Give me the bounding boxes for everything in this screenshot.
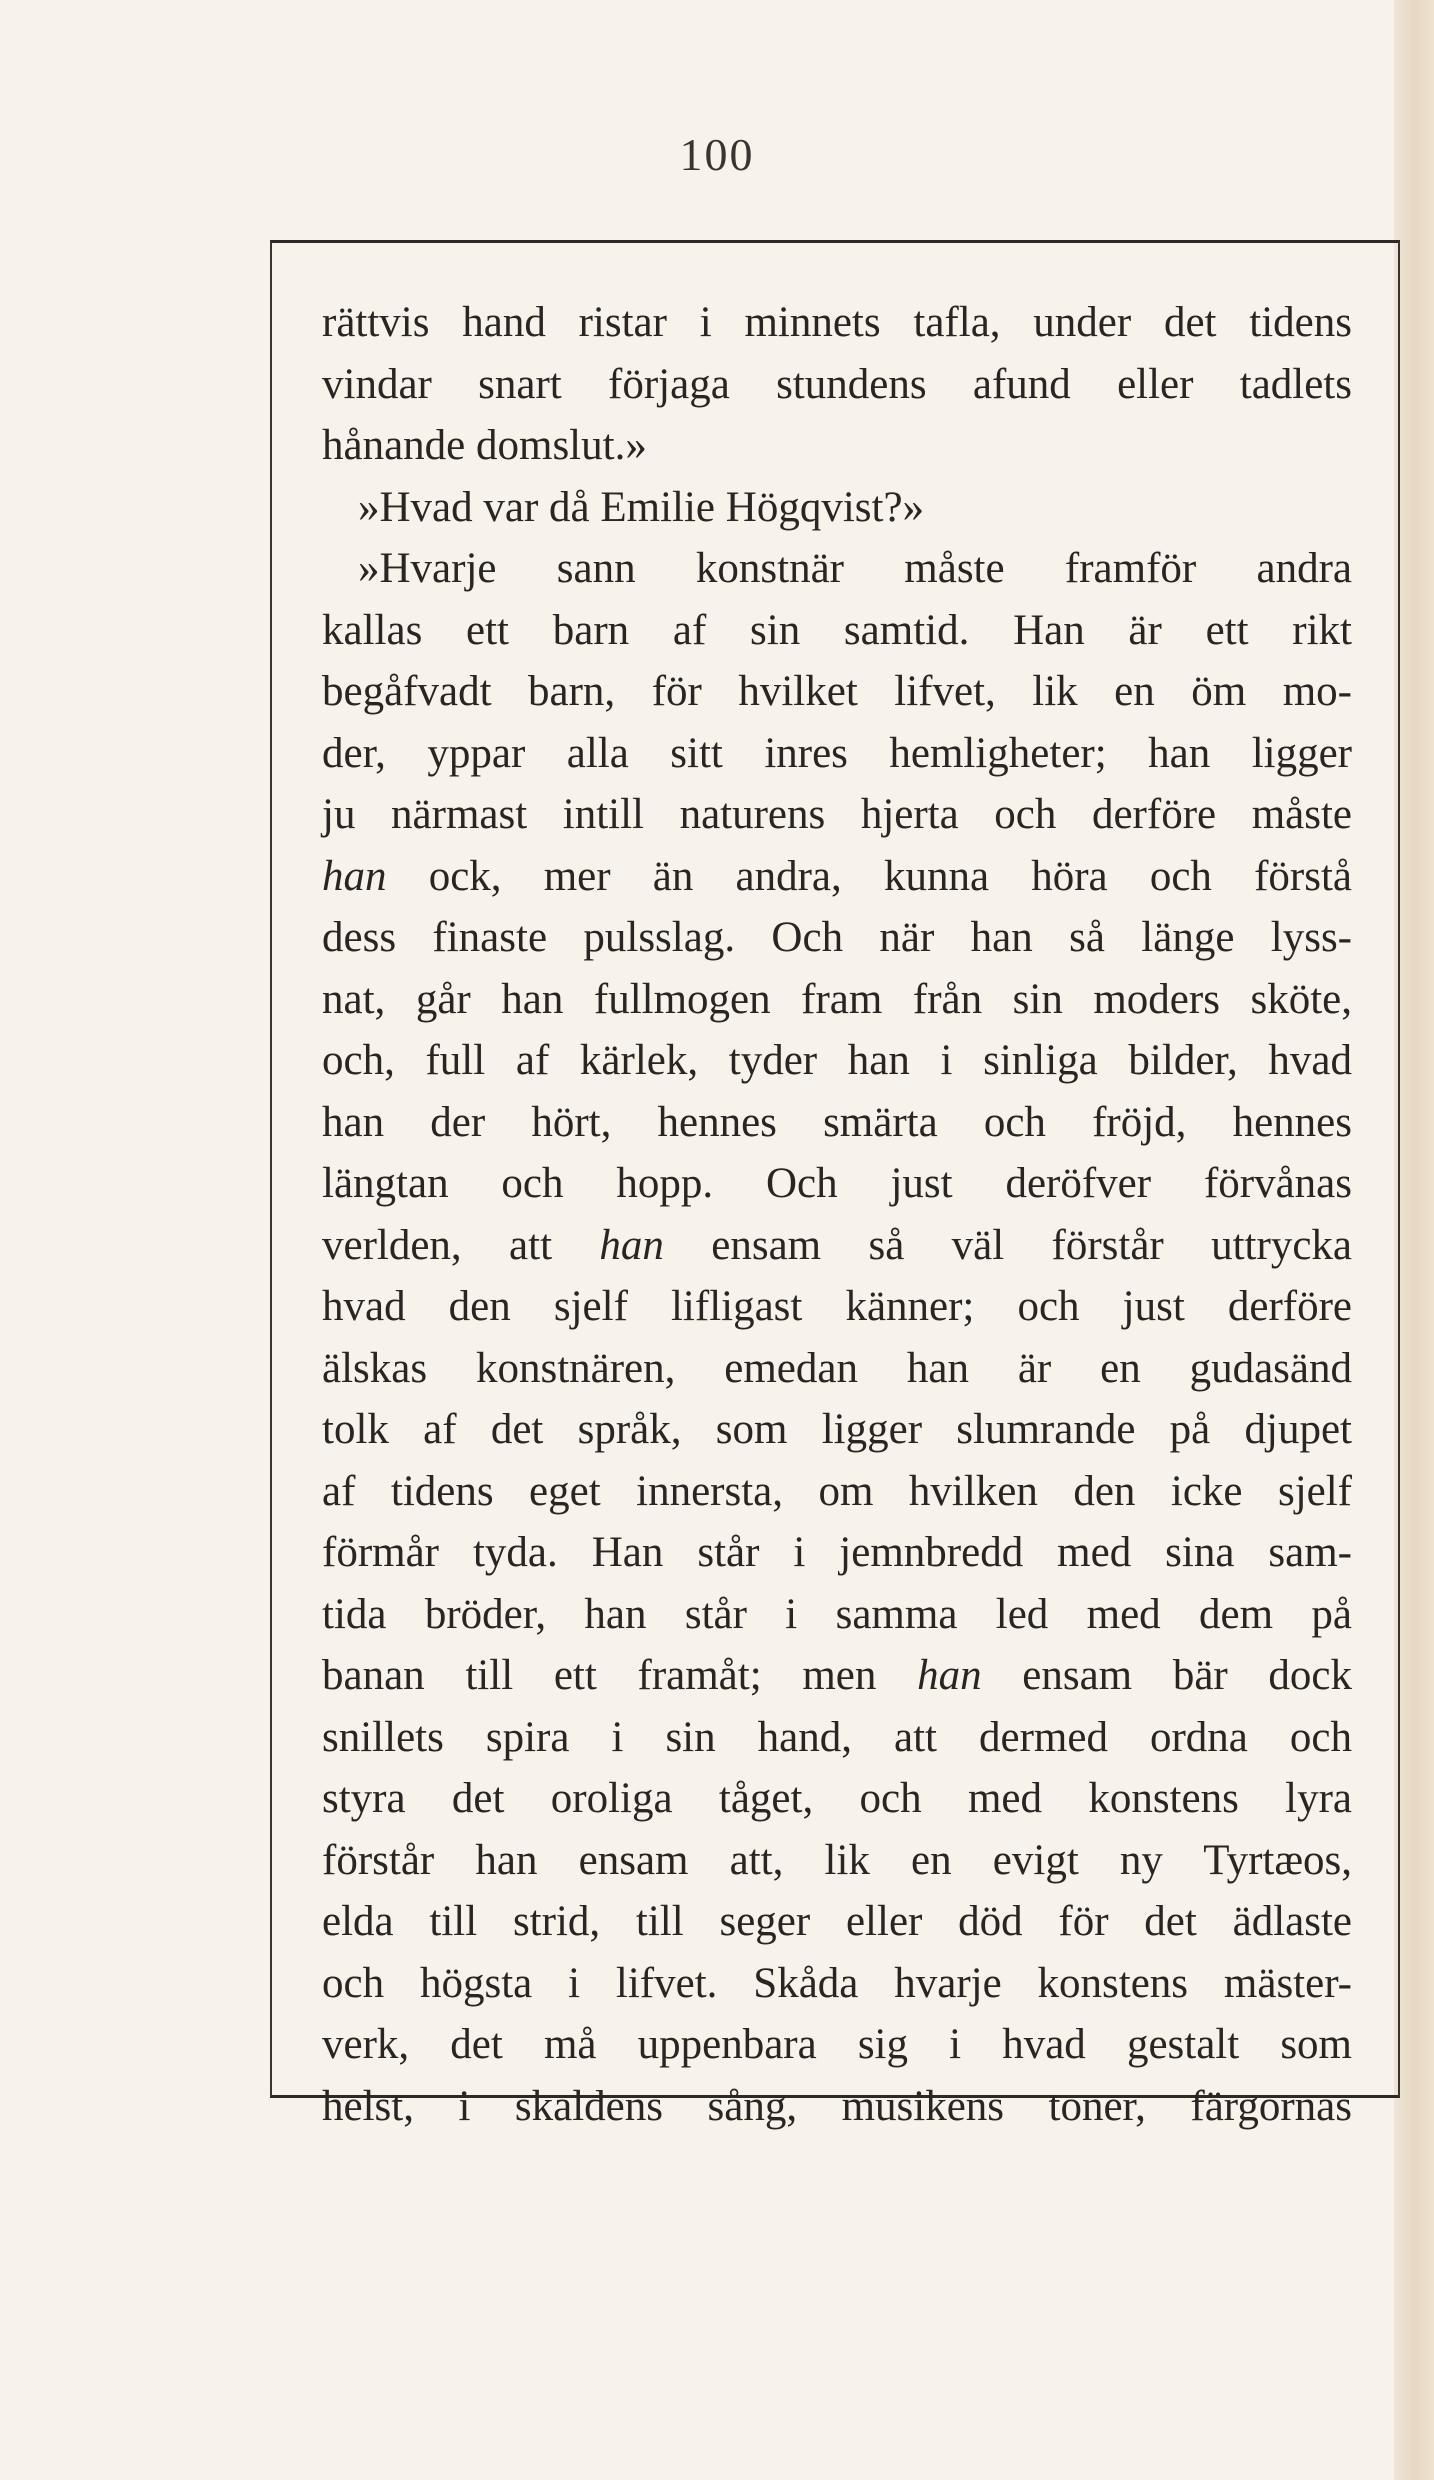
text-line: älskas konstnären, emedan han är en gudasänd [322, 1344, 1352, 1392]
text-line: rättvis hand ristar i minnets tafla, under det tidens [322, 299, 1352, 346]
text-line: förstår han ensam att, lik en evigt ny Tyrtæos, [322, 1836, 1352, 1884]
text-line: begåfvadt barn, för hvilket lifvet, lik en öm mo- [322, 668, 1352, 715]
text-line: ju närmast intill naturens hjerta och derföre måste [322, 791, 1352, 838]
italic-word: han [917, 1652, 982, 1699]
text-line: tolk af det språk, som ligger slumrande på djupet [322, 1406, 1352, 1453]
text-line: verk, det må uppenbara sig i hvad gestalt som [322, 2021, 1352, 2068]
text-line: elda till strid, till seger eller död för det ädlaste [322, 1898, 1352, 1945]
italic-word: han [322, 852, 387, 900]
text-line: han ock, mer än andra, kunna höra och förstå [322, 852, 1352, 900]
text-line: banan till ett framåt; men han ensam bär dock [322, 1652, 1352, 1699]
text-line: helst, i skaldens sång, musikens toner, färgornas [322, 2082, 1352, 2130]
text-line: der, yppar alla sitt inres hemligheter; han ligger [322, 729, 1352, 777]
text-line: snillets spira i sin hand, att dermed ordna och [322, 1713, 1352, 1761]
text-line: hvad den sjelf lifligast känner; och just derföre [322, 1283, 1352, 1330]
text-line: nat, går han fullmogen fram från sin moders sköte, [322, 975, 1352, 1023]
text-line: förmår tyda. Han står i jemnbredd med sina sam- [322, 1529, 1352, 1576]
text-line: styra det oroliga tåget, och med konstens lyra [322, 1775, 1352, 1822]
text-line: vindar snart förjaga stundens afund eller tadlets [322, 360, 1352, 408]
text-line: kallas ett barn af sin samtid. Han är ett rikt [322, 606, 1352, 654]
text-line: han der hört, hennes smärta och fröjd, hennes [322, 1098, 1352, 1146]
text-line: längtan och hopp. Och just deröfver förvånas [322, 1160, 1352, 1207]
text-line: och, full af kärlek, tyder han i sinliga bilder, hvad [322, 1037, 1352, 1084]
text-line: »Hvarje sann konstnär måste framför andra [358, 545, 1352, 592]
italic-word: han [599, 1221, 664, 1269]
text-line: verlden, att han ensam så väl förstår uttrycka [322, 1221, 1352, 1269]
text-line: och högsta i lifvet. Skåda hvarje konstens mäster- [322, 1959, 1352, 2007]
page-number: 100 [679, 129, 755, 180]
text-line: hånande domslut.» [322, 422, 647, 469]
text-line: dess finaste pulsslag. Och när han så länge lyss- [322, 914, 1352, 961]
text-line: af tidens eget innersta, om hvilken den icke sjelf [322, 1467, 1352, 1515]
body-text [322, 292, 1352, 2137]
text-line: »Hvad var då Emilie Högqvist?» [358, 483, 925, 531]
page-edge [1394, 0, 1434, 2480]
text-line: tida bröder, han står i samma led med dem på [322, 1590, 1352, 1638]
